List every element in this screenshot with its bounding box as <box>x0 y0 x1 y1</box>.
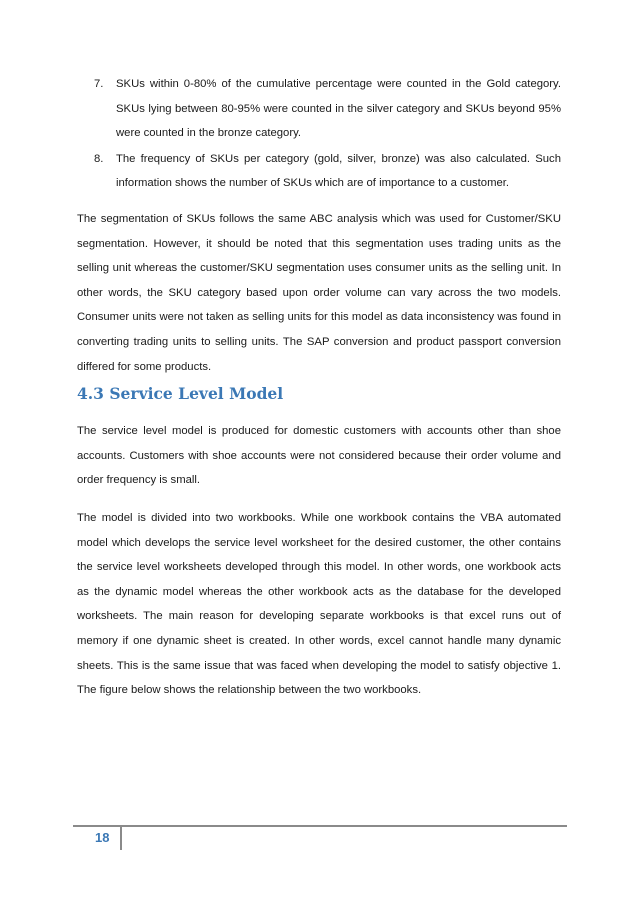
numbered-list <box>77 72 561 197</box>
list-item <box>77 72 561 146</box>
footer-divider <box>73 825 567 827</box>
segmentation-paragraph: The segmentation of SKUs follows the same ABC analysis which was used for Customer/SKU segmentation. However, it should be noted that this segmentation uses trading units as the selling unit whereas the customer/SKU segmentation uses consumer units as the selling unit. In other words, the SKU category based upon order volume can vary across the two models. Consumer units were not taken as selling units for this model as data inconsistency was found in converting trading units to selling units. The SAP conversion and product passport conversion differed for some products. <box>77 213 561 373</box>
list-item-number: 8. <box>94 152 104 165</box>
page-number: 18 <box>95 830 110 845</box>
workbooks-paragraph: The model is divided into two workbooks. While one workbook contains the VBA automated model which develops the service level worksheet for the desired customer, the other contains the service level worksheets developed through this model. In other words, one workbook acts as the dynamic model whereas the other workbook acts as the database for the developed worksheets. The main reason for developing separate workbooks is that excel runs out of memory if one dynamic sheet is created. In other words, excel cannot handle many dynamic sheets. This is the same issue that was faced when developing the model to satisfy objective 1. The figure below shows the relationship between the two workbooks. <box>77 512 561 697</box>
list-item-text: SKUs within 0-80% of the cumulative percentage were counted in the Gold category. SKUs lying between 80-95% were counted in the silver category and SKUs beyond 95% were counted in the bronze category. <box>116 78 561 139</box>
list-item-text: The frequency of SKUs per category (gold, silver, bronze) was also calculated. Such information shows the number of SKUs which are of importance to a customer. <box>116 152 561 189</box>
list-item <box>77 147 561 196</box>
list-item-number: 7. <box>94 78 104 90</box>
footer-vertical-bar <box>120 826 122 850</box>
section-heading: 4.3 Service Level Model <box>77 384 284 403</box>
service-level-paragraph: The service level model is produced for domestic customers with accounts other than shoe accounts. Customers with shoe accounts were not considered because their order volume and order frequency is small. <box>77 425 561 487</box>
